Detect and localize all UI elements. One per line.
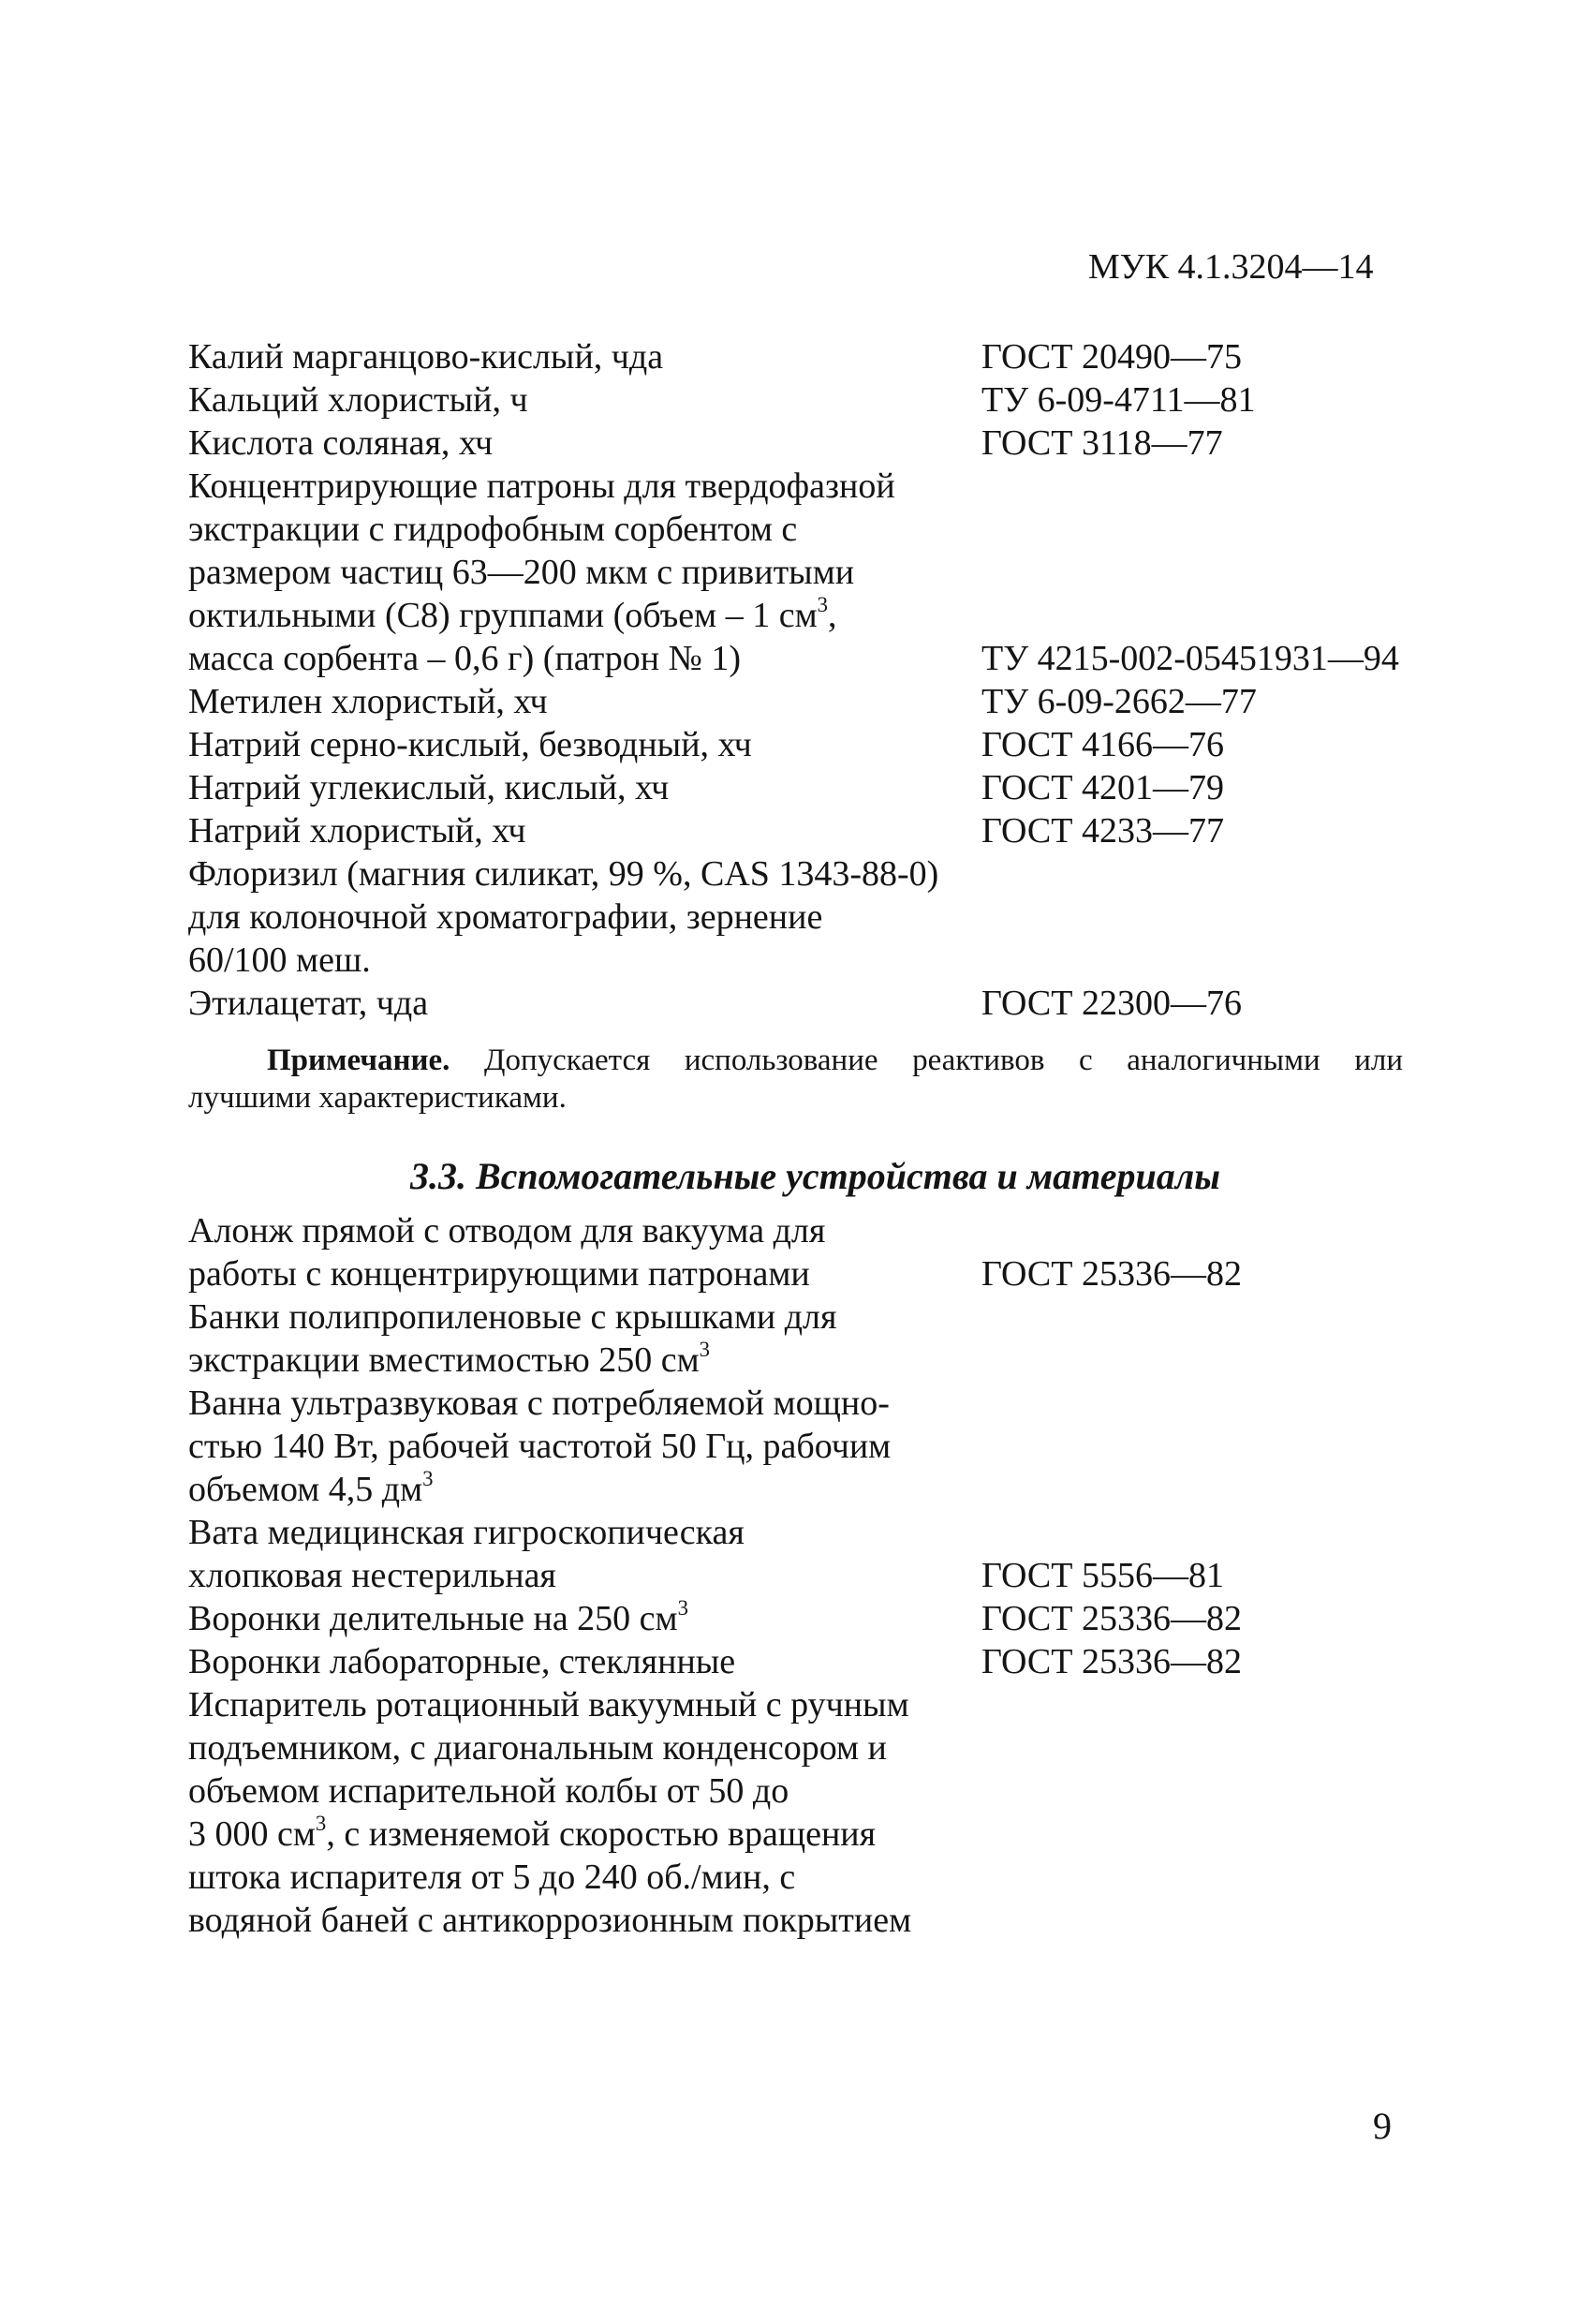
item-text: , с изменяемой скоростью вращения: [326, 1814, 877, 1854]
item-name-line: работы с концентрирующими патронами: [188, 1254, 810, 1294]
reagent-standard: ГОСТ 4166—76: [981, 725, 1224, 764]
list-item: [0, 982, 1593, 1025]
list-item-continuation: [0, 551, 1593, 594]
item-standard: ГОСТ 5556—81: [981, 1556, 1224, 1595]
list-item: [0, 852, 1593, 896]
list-item-continuation: [0, 1554, 1593, 1597]
reagent-standard: ГОСТ 4233—77: [981, 811, 1224, 851]
note-line: лучшими характеристиками.: [188, 1081, 567, 1115]
superscript: 3: [422, 1467, 434, 1491]
item-name-line: Испаритель ротационный вакуумный с ручным: [188, 1685, 909, 1724]
page-number: 9: [1373, 2105, 1392, 2147]
reagent-standard: ТУ 4215-002-05451931—94: [981, 639, 1399, 678]
item-text: Воронки делительные на 250 см: [188, 1599, 678, 1638]
item-name-line: объемом испарительной колбы от 50 до: [188, 1771, 789, 1811]
reagent-text: ,: [828, 596, 837, 635]
item-text: объемом 4,5 дм: [188, 1470, 423, 1509]
list-item-continuation: [0, 594, 1593, 637]
reagent-standard: ГОСТ 22300—76: [981, 984, 1242, 1023]
list-item-continuation: [0, 1425, 1593, 1468]
list-item: [0, 1295, 1593, 1339]
reagent-name: Натрий серно-кислый, безводный, хч: [188, 725, 752, 764]
reagent-name-line: 60/100 меш.: [188, 940, 371, 980]
list-item: [0, 1683, 1593, 1726]
reagent-name: Калий марганцово-кислый, чда: [188, 337, 664, 377]
list-item: [0, 335, 1593, 378]
reagent-name-line: для колоночной хроматографии, зернение: [188, 897, 823, 937]
list-item: [0, 378, 1593, 422]
reagent-standard: ГОСТ 3118—77: [981, 423, 1223, 463]
list-item: [0, 1209, 1593, 1252]
list-item-continuation: [0, 1856, 1593, 1899]
list-item: [0, 1382, 1593, 1425]
list-item-continuation: [0, 637, 1593, 680]
item-name-line: [188, 1597, 688, 1640]
item-name-line: [188, 1468, 434, 1511]
note-text: Допускается использование реактивов с аналогичными или: [483, 1044, 1403, 1077]
section-title: 3.3. Вспомогательные устройства и материалы: [409, 1155, 1221, 1197]
item-name-line: Вата медицинская гигроскопическая: [188, 1513, 745, 1552]
reagent-name-line: Флоризил (магния силикат, 99 %, CAS 1343-88-0): [188, 854, 939, 894]
item-text: 3 000 см: [188, 1814, 316, 1854]
note-line: [188, 1042, 1403, 1079]
list-item-continuation: [0, 939, 1593, 982]
reagent-standard: ГОСТ 4201—79: [981, 768, 1224, 807]
list-item-continuation: [0, 1726, 1593, 1769]
list-item-continuation: [0, 896, 1593, 939]
list-item-continuation: [0, 1813, 1593, 1856]
reagent-name: Натрий углекислый, кислый, хч: [188, 768, 670, 807]
reagent-name: Кислота соляная, хч: [188, 423, 494, 463]
item-name-line: Воронки лабораторные, стеклянные: [188, 1642, 736, 1681]
list-item-continuation: [0, 1339, 1593, 1382]
equipment-list: [0, 1209, 1593, 1942]
item-name-line: [188, 1339, 710, 1382]
reagent-name: Кальций хлористый, ч: [188, 380, 528, 420]
item-name-line: [188, 1813, 876, 1856]
item-standard: ГОСТ 25336—82: [981, 1254, 1242, 1294]
reagents-list: [0, 335, 1593, 1025]
item-name-line: подъемником, с диагональным конденсором и: [188, 1728, 887, 1768]
reagent-standard: ТУ 6-09-2662—77: [981, 682, 1257, 721]
list-item: [0, 465, 1593, 508]
item-name-line: штока испарителя от 5 до 240 об./мин, с: [188, 1858, 796, 1897]
list-item-continuation: [0, 1252, 1593, 1295]
note: [188, 1042, 1403, 1117]
list-item: [0, 766, 1593, 809]
superscript: 3: [315, 1812, 327, 1836]
item-name-line: Банки полипропиленовые с крышками для: [188, 1297, 837, 1337]
list-item: [0, 422, 1593, 465]
document-code: МУК 4.1.3204—14: [1088, 247, 1374, 287]
superscript: 3: [699, 1338, 711, 1362]
superscript: 3: [817, 593, 829, 617]
item-text: экстракции вместимостью 250 см: [188, 1340, 700, 1380]
item-name-line: Ванна ультразвуковая с потребляемой мощно-: [188, 1384, 890, 1423]
list-item-continuation: [0, 508, 1593, 551]
list-item: [0, 809, 1593, 852]
note-label: Примечание.: [267, 1044, 450, 1077]
reagent-text: октильными (С8) группами (объем – 1 см: [188, 596, 818, 635]
list-item-continuation: [0, 1468, 1593, 1511]
item-name-line: Алонж прямой с отводом для вакуума для: [188, 1211, 826, 1251]
reagent-standard: ТУ 6-09-4711—81: [981, 380, 1256, 420]
reagent-name-line: размером частиц 63—200 мкм с привитыми: [188, 553, 855, 592]
reagent-name: Метилен хлористый, хч: [188, 682, 548, 721]
reagent-name-line: [188, 594, 837, 637]
reagent-standard: ГОСТ 20490—75: [981, 337, 1242, 377]
list-item: [0, 723, 1593, 766]
list-item: [0, 680, 1593, 723]
item-name-line: стью 140 Вт, рабочей частотой 50 Гц, рабочим: [188, 1427, 892, 1466]
item-standard: ГОСТ 25336—82: [981, 1642, 1242, 1681]
list-item-continuation: [0, 1899, 1593, 1942]
reagent-name: Этилацетат, чда: [188, 984, 429, 1023]
reagent-name: Натрий хлористый, хч: [188, 811, 526, 851]
item-name-line: водяной баней с антикоррозионным покрытием: [188, 1901, 912, 1940]
list-item: [0, 1597, 1593, 1640]
list-item-continuation: [0, 1769, 1593, 1813]
item-name-line: хлопковая нестерильная: [188, 1556, 556, 1595]
list-item: [0, 1640, 1593, 1683]
item-standard: ГОСТ 25336—82: [981, 1599, 1242, 1638]
superscript: 3: [677, 1596, 688, 1621]
reagent-name-line: Концентрирующие патроны для твердофазной: [188, 466, 895, 506]
list-item: [0, 1511, 1593, 1554]
reagent-name-line: масса сорбента – 0,6 г) (патрон № 1): [188, 639, 741, 678]
reagent-name-line: экстракции с гидрофобным сорбентом с: [188, 510, 798, 549]
